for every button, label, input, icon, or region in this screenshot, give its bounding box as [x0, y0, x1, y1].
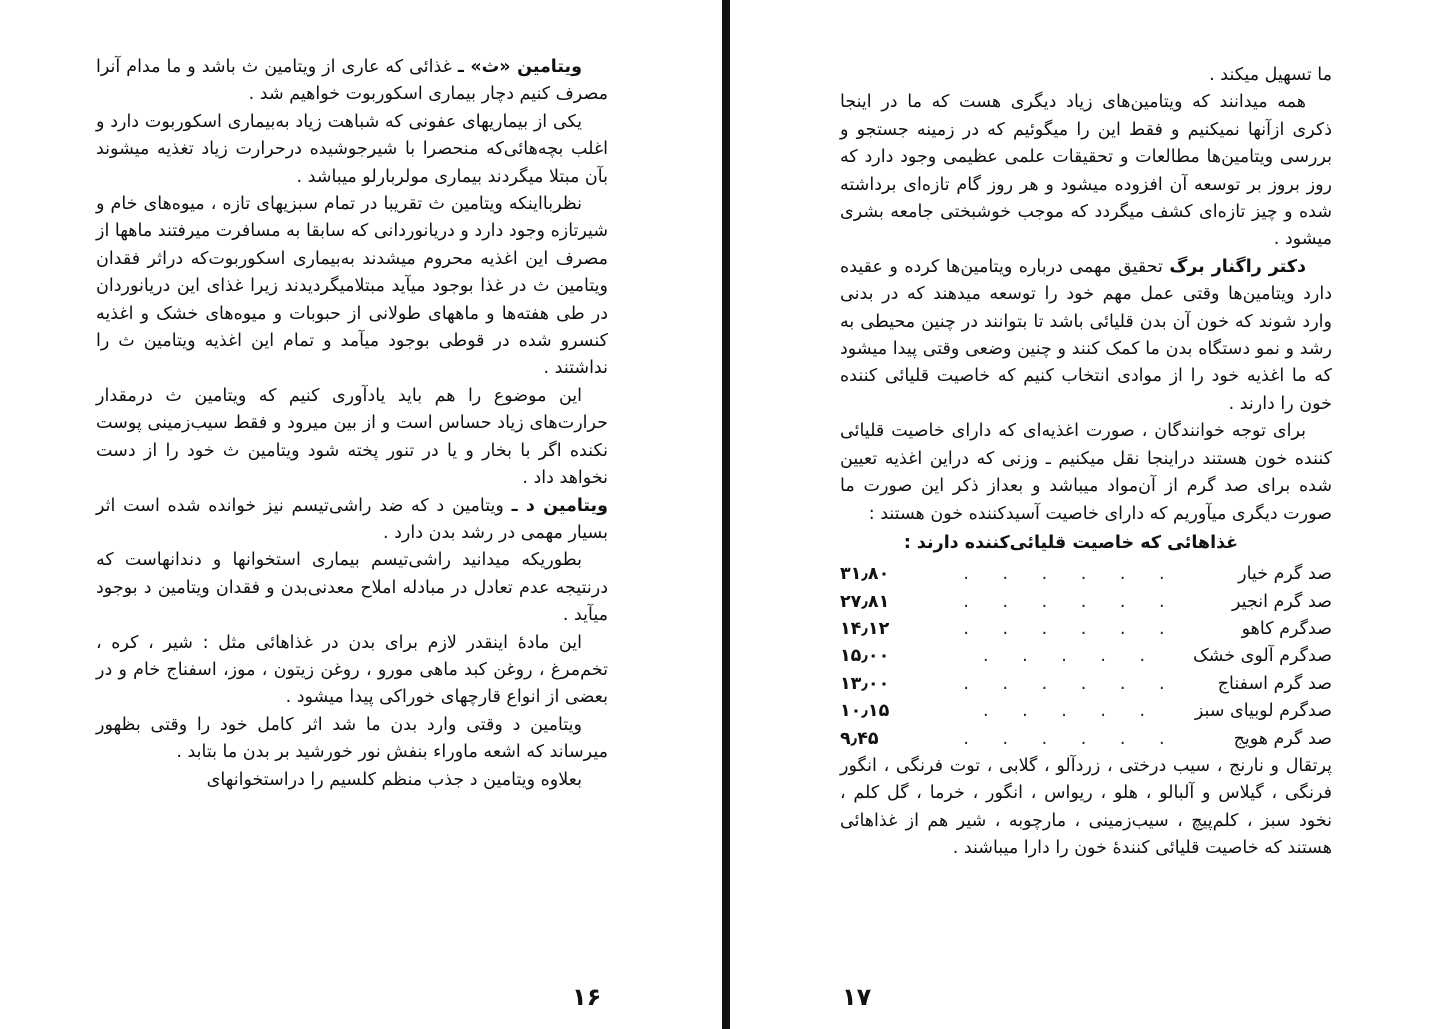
food-name: صد گرم هویج [1233, 728, 1332, 749]
leader-dots: . . . . . . [963, 619, 1179, 640]
food-name: صدگرم آلوی خشک [1192, 646, 1332, 667]
paragraph-text: یکی از بیماریهای عفونی که شباهت زیاد به‌بیماری اسکوربوت دارد و اغلب بچه‌هائی‌که منحصرا با شیرجوشیده درحرارت زیاد تغذیه میشوند بآن مبتلا میگردند بیماری مولربارلو میباشد . [96, 111, 608, 187]
paragraph-text: همه میدانند که ویتامین‌های زیاد دیگری هست که ما در اینجا ذکری ازآنها نمیکنیم و فقط این را میگوئیم که در زمینه جستجو و بررسی ویتامین‌ها مطالعات و تحقیقات علمی عظیمی وجود دارد که روز بروز بر توسعه آن افزوده میشود و هر روز گام تازه‌ای برداشته شده و چیز تازه‌ای کشف میگردد که موجب خوشبختی جامعه بشری میشود . [840, 92, 1332, 250]
paragraph [96, 109, 608, 191]
paragraph [840, 254, 1332, 418]
food-name: صد گرم خیار [1238, 564, 1332, 585]
paragraph [96, 54, 608, 109]
paragraph [96, 493, 608, 548]
book-spine-divider [722, 0, 730, 1029]
food-value: ۱۳٫۰۰ [840, 673, 890, 694]
paragraph-text: برای توجه خوانندگان ، صورت اغذیه‌ای که دارای خاصیت قلیائی کننده خون هستند دراینجا نقل میکنیم ـ وزنی که دراین اغذیه تعیین شده برای صد گرم از آن‌مواد میباشد و بعداز ذکر این صورت ما صورت دیگری میآوریم که دارای خاصیت آسیدکننده خون هستند : [840, 421, 1332, 524]
paragraph-text: بعلاوه ویتامین د جذب منظم کلسیم را دراستخوانهای [206, 769, 582, 790]
paragraph [840, 753, 1332, 863]
paragraph-text: تحقیق مهمی درباره ویتامین‌ها کرده و عقیده دارد ویتامین‌ها وقتی عمل مهم خود را توسعه میدهند که در بدنی وارد شوند که خون آن بدن قلیائی باشد تا بتوانند در چنین محیطی به رشد و نمو دستگاه بدن ما کمک کنند و چنین وضعی وقتی پیدا میشود که ما اغذیه خود را از موادی انتخاب کنیم که خاصیت قلیائی کننده خون را دارند . [840, 256, 1332, 414]
table-row [840, 698, 1332, 725]
page-number: ۱۷ [842, 983, 872, 1011]
paragraph-text: نظربااینکه ویتامین ث تقریبا در تمام سبزیهای تازه ، میوه‌های خام و شیرتازه وجود دارد و دریانوردانی که سابقا به مسافرت میرفتند ماهها از مصرف این اغذیه محروم میشدند به‌بیماری اسکوربوت‌که دراثر فقدان ویتامین ث در غذا بوجود میآید مبتلامیگردیدند زیرا غذای این دریانوردان در طی هفته‌ها و ماههای طولانی از حبوبات و میوه‌های خشک و اغذیه کنسرو شده در قوطی بوجود میآمد و تمام این اغذیه ویتامین ث را نداشتند . [96, 194, 608, 379]
paragraph [840, 62, 1332, 89]
section-heading-vitamin-c: ویتامین «ث» ـ [457, 57, 582, 77]
section-heading-vitamin-d: ویتامین د ـ [511, 495, 608, 516]
food-value: ۲۷٫۸۱ [840, 591, 890, 612]
paragraph [96, 767, 608, 794]
leader-dots: . . . . . [982, 646, 1160, 667]
table-row [840, 726, 1332, 753]
food-value: ۹٫۴۵ [840, 728, 879, 749]
alkaline-foods-table [840, 561, 1332, 753]
food-name: صد گرم انجیر [1232, 591, 1332, 612]
leader-dots: . . . . . . [963, 728, 1179, 749]
left-page [0, 0, 722, 1029]
paragraph [96, 191, 608, 383]
leader-dots: . . . . . . [963, 591, 1179, 612]
table-row [840, 589, 1332, 616]
paragraph-text: بطوریکه میدانید راشی‌تیسم بیماری استخوانها و دندانهاست که درنتیجه عدم تعادل در مبادله املاح معدنی‌بدن و فقدان ویتامین د بوجود میآید . [96, 550, 608, 626]
paragraph-text: غذائی که عاری از ویتامین ث باشد و ما مدام آنرا مصرف کنیم دچار بیماری اسکوربوت خواهیم شد . [96, 57, 608, 105]
table-row [840, 616, 1332, 643]
food-name: صدگرم لوبیای سبز [1194, 701, 1332, 722]
food-value: ۱۰٫۱۵ [840, 701, 890, 722]
paragraph-text: این مادهٔ اینقدر لازم برای بدن در غذاهائی مثل : شیر ، کره ، تخم‌مرغ ، روغن کبد ماهی مورو ، روغن زیتون ، موز، اسفناج خام و در بعضی از انواع قارچهای خوراکی پیدا میشود . [96, 632, 608, 708]
leader-dots: . . . . . [982, 701, 1160, 722]
leader-dots: . . . . . . [963, 564, 1179, 585]
food-name: صد گرم اسفناج [1217, 673, 1332, 694]
paragraph-text: ویتامین د که ضد راشی‌تیسم نیز خوانده شده است اثر بسیار مهمی در رشد بدن دارد . [96, 495, 608, 543]
paragraph [96, 547, 608, 629]
table-row [840, 643, 1332, 670]
paragraph [840, 418, 1332, 528]
right-page [730, 0, 1455, 1029]
table-row [840, 671, 1332, 698]
food-name: صدگرم کاهو [1241, 619, 1332, 640]
paragraph-text: پرتقال و نارنج ، سیب درختی ، زردآلو ، گلابی ، توت فرنگی ، انگور فرنگی ، گیلاس و آلبالو ، هلو ، ریواس ، انگور ، خرما ، گل کلم ، نخود سبز ، کلم‌پیچ ، سیب‌زمینی ، مارچوبه ، شیر هم از غذاهائی هستند که خاصیت قلیائی کنندهٔ خون را دارا میباشند . [840, 756, 1332, 859]
paragraph [96, 712, 608, 767]
author-name: دکتر راگنار برگ [1169, 256, 1306, 277]
food-value: ۱۵٫۰۰ [840, 646, 890, 667]
page-number: ۱۶ [572, 983, 602, 1011]
paragraph [96, 383, 608, 493]
paragraph [96, 630, 608, 712]
leader-dots: . . . . . . [963, 673, 1179, 694]
paragraph-text: این موضوع را هم باید یادآوری کنیم که ویتامین ث درمقدار حرارت‌های زیاد حساس است و از بین میرود و فقط سیب‌زمینی پوست نکنده اگر با بخار و یا در تنور پخته شود ویتامین ث خود را از دست نخواهد داد . [96, 385, 608, 489]
paragraph-text: ما تسهیل میکند . [1209, 65, 1332, 85]
food-value: ۱۴٫۱۲ [840, 619, 890, 640]
left-page-text [96, 54, 608, 794]
table-heading: غذاهائی که خاصیت قلیائی‌کننده دارند : [903, 532, 1239, 553]
paragraph [840, 89, 1332, 253]
paragraph-text: ویتامین د وقتی وارد بدن ما شد اثر کامل خود را وقتی بظهور میرساند که اشعه ماوراء بنفش نور خورشید بر بدن ما بتابد . [96, 714, 608, 763]
table-row [840, 561, 1332, 588]
right-page-text [840, 62, 1332, 863]
food-value: ۳۱٫۸۰ [840, 564, 890, 585]
